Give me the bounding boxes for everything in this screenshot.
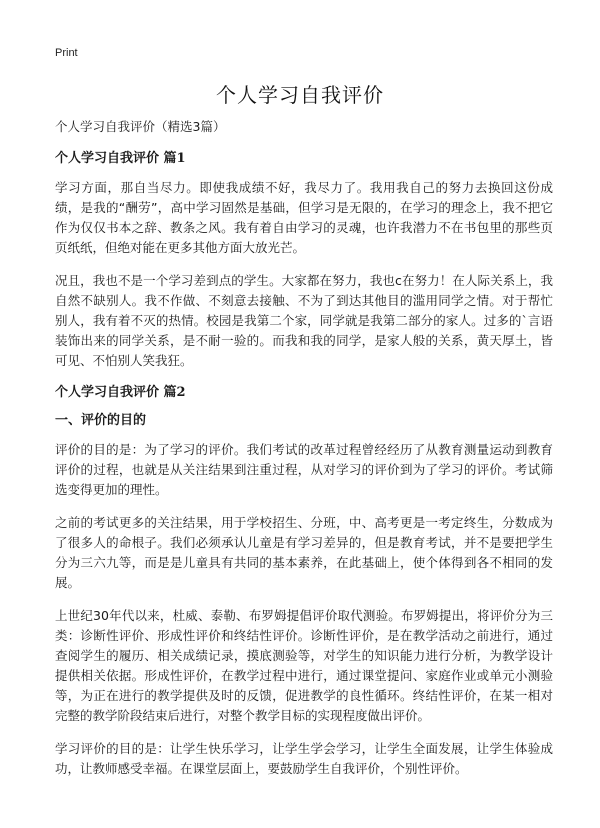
paragraph: 上世纪30年代以来，杜威、泰勒、布罗姆提倡评价取代测验。布罗姆提出，将评价分为三类：诊断性评价、形成性评价和终结性评价。诊断性评价，是在教学活动之前进行，通过查阅学生的履历、相关成绩记录，摸底测验等，对学生的知识能力进行分析，为教学设计提供相关依据。形成性评价，在教学过程中进行，通过课堂提问、家庭作业或单元小测验等，为正在进行的教学提供及时的反馈，促进教学的良性循环。终结性评价，在某一相对完整的教学阶段结束后进行，对整个教学目标的实现程度做出评价。 bbox=[55, 608, 553, 723]
document-body bbox=[55, 118, 553, 792]
page-title: 个人学习自我评价 bbox=[216, 83, 384, 107]
section-subheading: 一、评价的目的 bbox=[55, 413, 147, 428]
paragraph: 况且，我也不是一个学习差到点的学生。大家都在努力，我也c在努力！在人际关系上，我自然不缺别人。我不作做、不刻意去接触、不为了到达其他目的滥用同学之情。对于帮忙别人，我有着不灭的热情。校园是我第二个家，同学就是我第二部分的家人。过多的`言语装饰出来的同学关系，是不耐一验的。而我和我的同学，是家人般的关系，黄天厚土，皆可见、不怕别人笑我狂。 bbox=[55, 273, 553, 368]
paragraph: 学习评价的目的是：让学生快乐学习，让学生学会学习，让学生全面发展，让学生体验成功，让教师感受幸福。在课堂层面上，要鼓励学生自我评价，个别性评价。 bbox=[55, 741, 553, 776]
document-subtitle: 个人学习自我评价（精选3篇） bbox=[55, 119, 226, 134]
section-heading-1: 个人学习自我评价 篇1 bbox=[55, 151, 186, 166]
section-heading-2: 个人学习自我评价 篇2 bbox=[55, 385, 186, 400]
print-link[interactable]: Print bbox=[55, 47, 78, 59]
paragraph: 评价的目的是：为了学习的评价。我们考试的改革过程曾经经历了从教育测量运动到教育评价的过程，也就是从关注结果到注重过程，从对学习的评价到为了学习的评价。考试筛选变得更加的理性。 bbox=[55, 442, 553, 497]
paragraph: 之前的考试更多的关注结果，用于学校招生、分班，中、高考更是一考定终生，分数成为了很多人的命根子。我们必须承认儿童是有学习差异的，但是教育考试，并不是要把学生分为三六九等，而是是儿童具有共同的基本素养，在此基础上，使个体得到各不相同的发展。 bbox=[55, 515, 553, 590]
paragraph: 学习方面，那自当尽力。即使我成绩不好，我尽力了。我用我自己的努力去换回这份成绩，是我的“酬劳”，高中学习固然是基础，但学习是无限的，在学习的理念上，我不把它作为仅仅书本之辞、教条之风。我有着自由学习的灵魂，也许我潜力不在书包里的那些页页纸纸，但绝对能在更多其他方面大放光芒。 bbox=[55, 180, 553, 255]
